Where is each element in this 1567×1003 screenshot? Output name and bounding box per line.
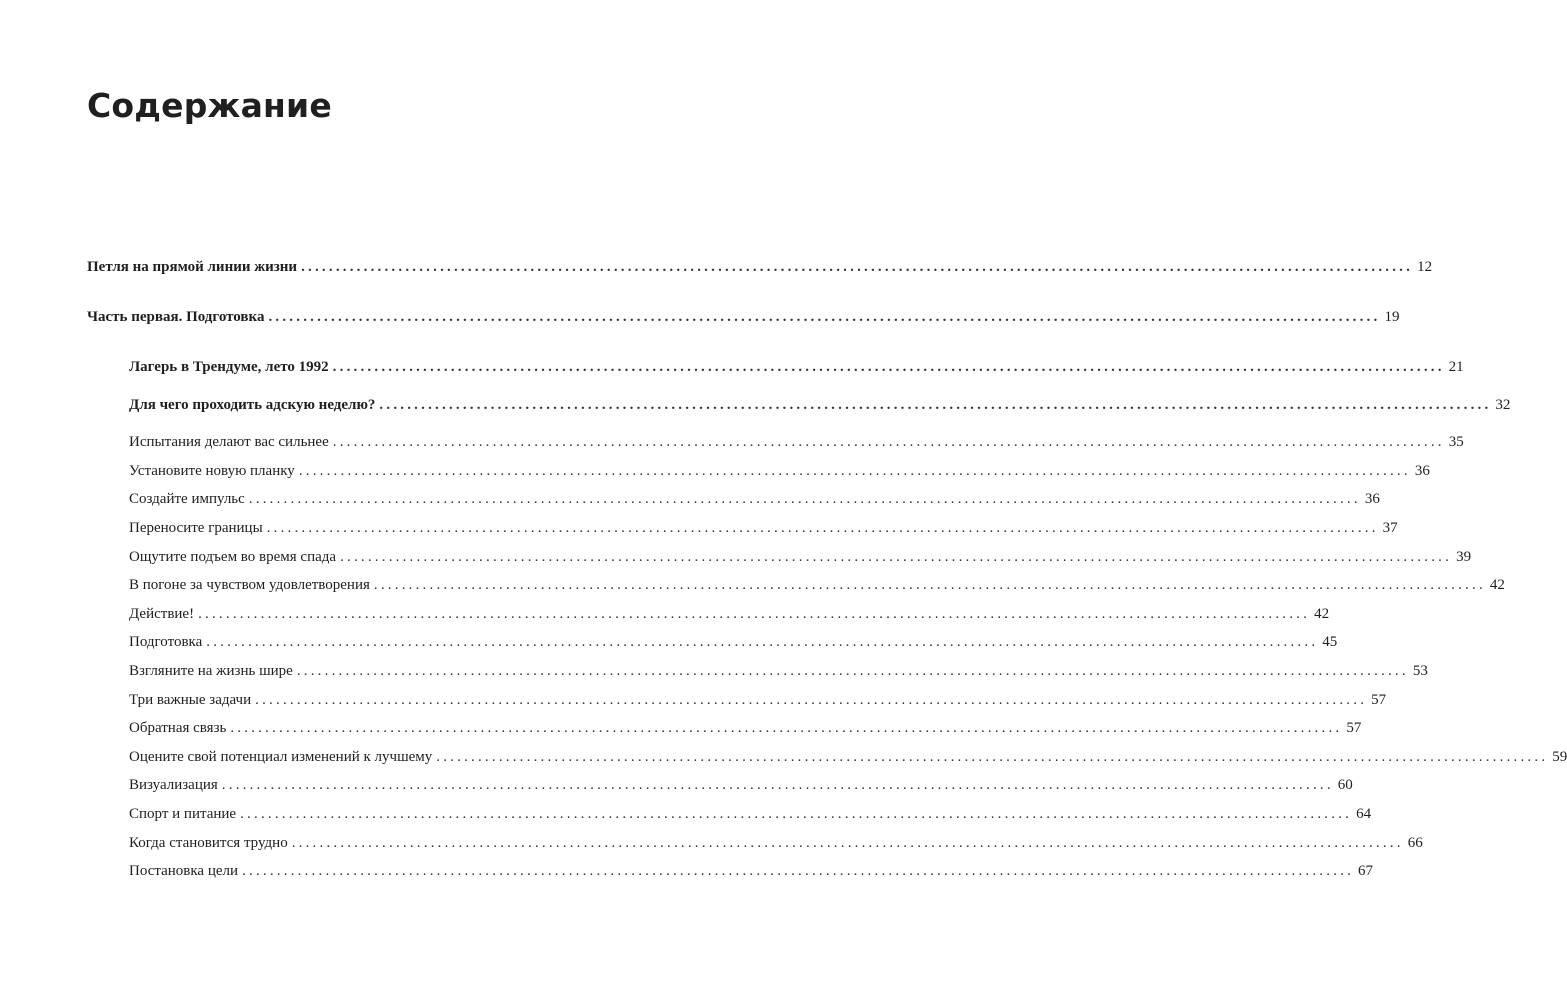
toc-entry-label: Визуализация	[129, 777, 218, 793]
toc-entry-page: 32	[1495, 397, 1511, 413]
toc-entry-page: 42	[1489, 577, 1505, 593]
toc-entry[interactable]	[129, 663, 1428, 680]
toc-entry-page: 57	[1371, 692, 1387, 708]
dot-leader: ................................................................................................................................................................	[248, 491, 1361, 507]
toc-entry[interactable]	[129, 863, 1374, 880]
toc-entry-label: В погоне за чувством удовлетворения	[129, 577, 370, 593]
toc-entry-label: Постановка цели	[129, 863, 239, 879]
toc-entry[interactable]	[129, 749, 1567, 766]
toc-entry[interactable]	[129, 397, 1511, 414]
toc-entry[interactable]	[129, 777, 1353, 794]
dot-leader: ................................................................................................................................................................	[198, 606, 1311, 622]
toc-entry-page: 67	[1358, 863, 1374, 879]
toc-entry-label: Переносите границы	[129, 520, 263, 536]
dot-leader: ................................................................................................................................................................	[379, 397, 1492, 413]
toc-entry-page: 35	[1448, 434, 1464, 450]
toc-entry[interactable]	[129, 720, 1362, 737]
toc-entry-page: 45	[1322, 634, 1338, 650]
dot-leader: ................................................................................................................................................................	[301, 259, 1414, 275]
toc-entry-page: 64	[1356, 806, 1372, 822]
toc-entry[interactable]	[87, 309, 1400, 326]
toc-entry-label: Три важные задачи	[129, 692, 252, 708]
toc-entry-page: 42	[1314, 606, 1330, 622]
toc-entry[interactable]	[129, 359, 1464, 376]
toc-entry[interactable]	[129, 491, 1380, 508]
page-title: Содержание	[87, 86, 332, 125]
dot-leader: ................................................................................................................................................................	[221, 777, 1334, 793]
toc-entry-page: 37	[1382, 520, 1398, 536]
toc-entry-label: Ощутите подъем во время спада	[129, 549, 337, 565]
dot-leader: ................................................................................................................................................................	[332, 359, 1445, 375]
toc-entry-label: Подготовка	[129, 634, 203, 650]
dot-leader: ................................................................................................................................................................	[291, 835, 1404, 851]
toc-entry[interactable]	[129, 606, 1330, 623]
toc-entry-label: Взгляните на жизнь шире	[129, 663, 293, 679]
toc-entry-page: 60	[1337, 777, 1353, 793]
toc-entry-label: Часть первая. Подготовка	[87, 309, 265, 325]
dot-leader: ................................................................................................................................................................	[298, 463, 1411, 479]
toc-entry-label: Испытания делают вас сильнее	[129, 434, 329, 450]
toc-entry[interactable]	[129, 520, 1398, 537]
toc-entry-page: 36	[1364, 491, 1380, 507]
toc-entry-page: 53	[1412, 663, 1428, 679]
toc-entry[interactable]	[87, 259, 1433, 276]
toc-entry-label: Оцените свой потенциал изменений к лучшему	[129, 749, 433, 765]
toc-entry[interactable]	[129, 463, 1430, 480]
toc-entry-label: Лагерь в Трендуме, лето 1992	[129, 359, 329, 375]
toc-entry[interactable]	[129, 692, 1387, 709]
toc-entry-label: Обратная связь	[129, 720, 227, 736]
toc-entry-label: Для чего проходить адскую неделю?	[129, 397, 376, 413]
toc-entry-page: 66	[1407, 835, 1423, 851]
dot-leader: ................................................................................................................................................................	[373, 577, 1486, 593]
dot-leader: ................................................................................................................................................................	[230, 720, 1343, 736]
dot-leader: ................................................................................................................................................................	[296, 663, 1409, 679]
toc-entry-page: 39	[1456, 549, 1472, 565]
dot-leader: ................................................................................................................................................................	[266, 520, 1379, 536]
toc-entry-label: Установите новую планку	[129, 463, 295, 479]
toc-entry[interactable]	[129, 835, 1423, 852]
toc-entry[interactable]	[129, 434, 1464, 451]
dot-leader: ................................................................................................................................................................	[340, 549, 1453, 565]
dot-leader: ................................................................................................................................................................	[206, 634, 1319, 650]
toc-entry[interactable]	[129, 634, 1338, 651]
dot-leader: ................................................................................................................................................................	[242, 863, 1355, 879]
dot-leader: ................................................................................................................................................................	[436, 749, 1549, 765]
dot-leader: ................................................................................................................................................................	[240, 806, 1353, 822]
toc-entry-page: 57	[1346, 720, 1362, 736]
toc-entry-page: 12	[1417, 259, 1433, 275]
toc-entry-label: Действие!	[129, 606, 195, 622]
toc-entry[interactable]	[129, 577, 1505, 594]
dot-leader: ................................................................................................................................................................	[332, 434, 1445, 450]
toc-entry-label: Создайте импульс	[129, 491, 245, 507]
toc-entry-page: 59	[1552, 749, 1567, 765]
dot-leader: ................................................................................................................................................................	[255, 692, 1368, 708]
toc-entry-label: Спорт и питание	[129, 806, 237, 822]
toc-entry-label: Петля на прямой линии жизни	[87, 259, 298, 275]
dot-leader: ................................................................................................................................................................	[268, 309, 1381, 325]
toc-entry-page: 36	[1414, 463, 1430, 479]
toc-entry-label: Когда становится трудно	[129, 835, 288, 851]
toc-entry[interactable]	[129, 549, 1472, 566]
toc-entry-page: 21	[1448, 359, 1464, 375]
toc-entry[interactable]	[129, 806, 1372, 823]
toc-entry-page: 19	[1384, 309, 1400, 325]
